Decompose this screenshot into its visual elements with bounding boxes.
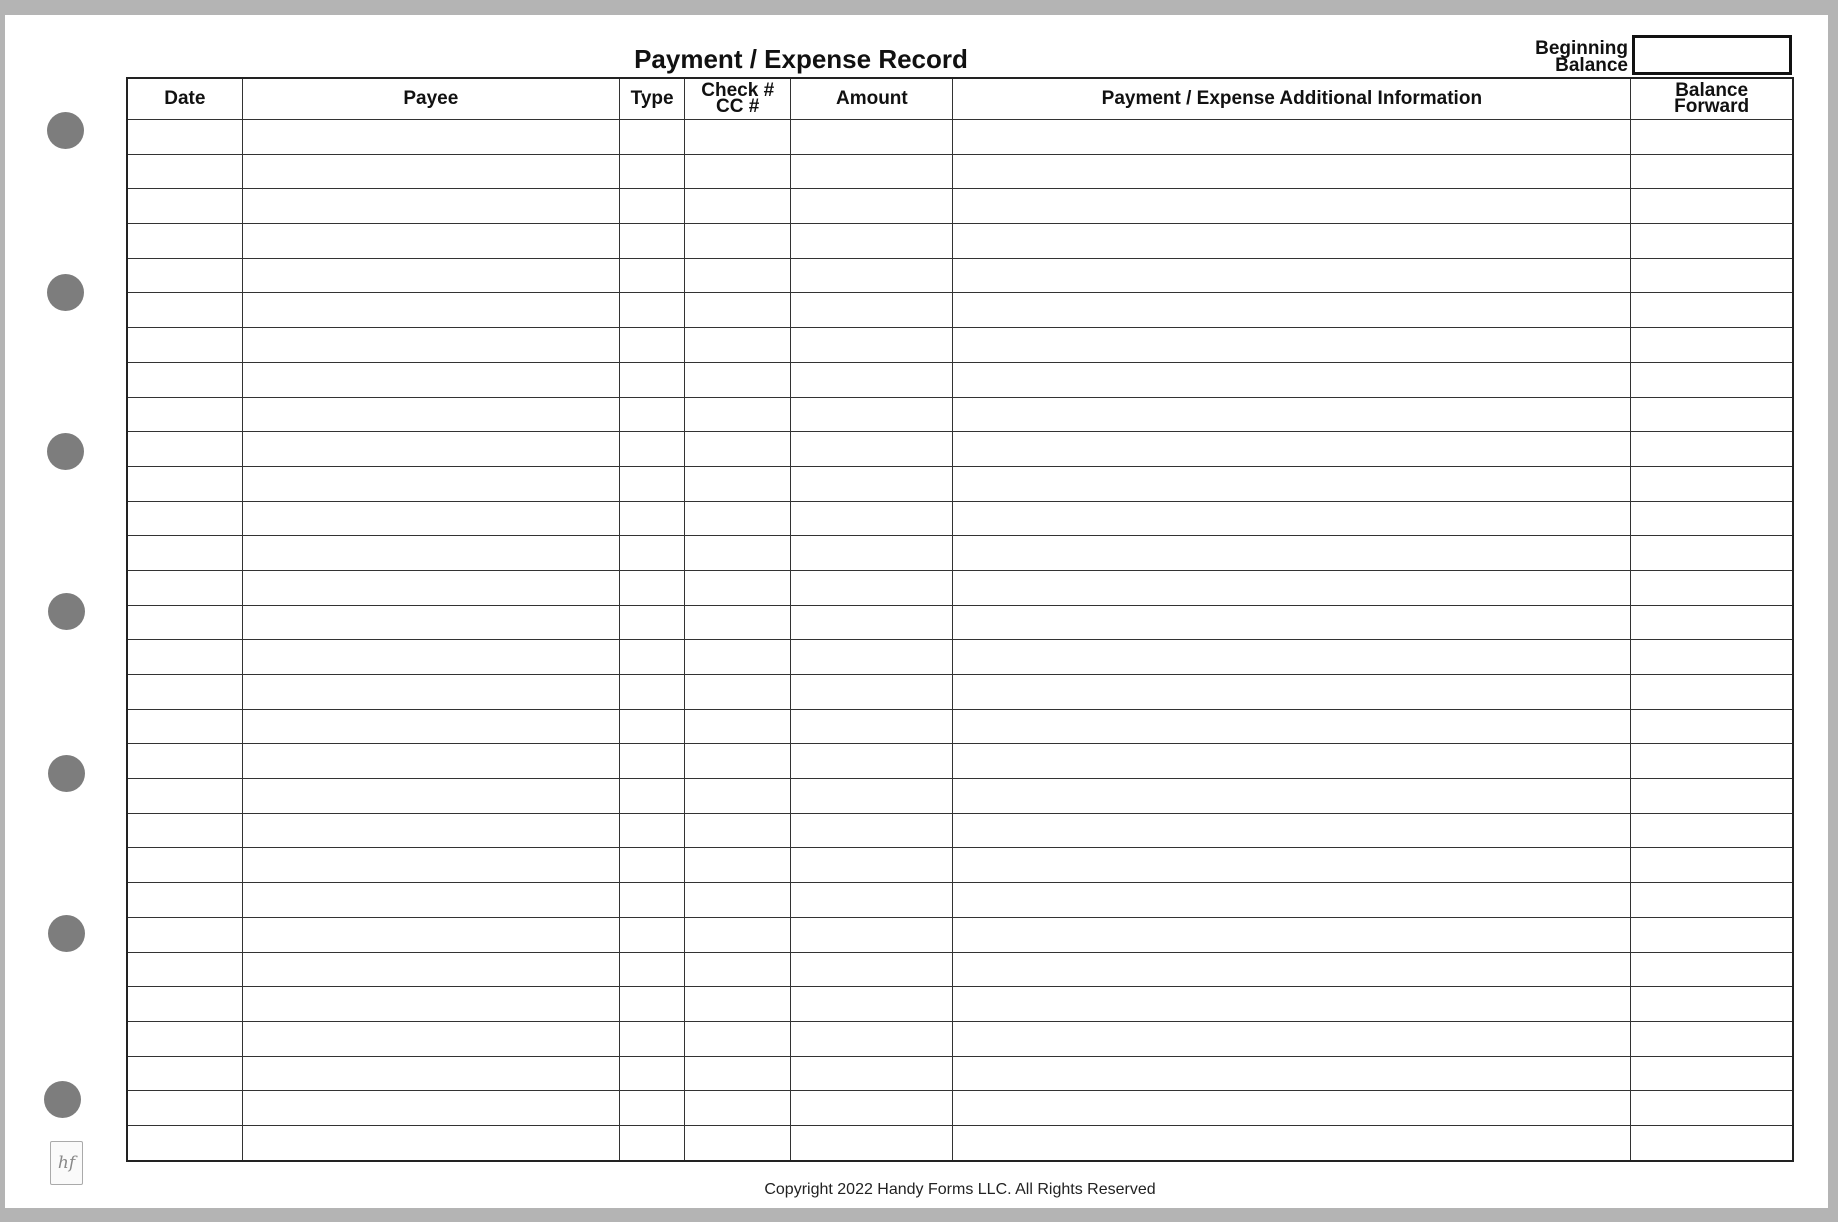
cell-additional-info[interactable] <box>953 258 1631 293</box>
cell-check-cc[interactable] <box>685 501 791 536</box>
cell-balance-forward[interactable] <box>1631 779 1793 814</box>
cell-date[interactable] <box>127 536 242 571</box>
cell-balance-forward[interactable] <box>1631 1056 1793 1091</box>
cell-additional-info[interactable] <box>953 640 1631 675</box>
table-row <box>127 1125 1793 1160</box>
cell-check-cc[interactable] <box>685 1056 791 1091</box>
cell-date[interactable] <box>127 154 242 189</box>
cell-balance-forward[interactable] <box>1631 154 1793 189</box>
cell-additional-info[interactable] <box>953 1056 1631 1091</box>
header-balance-forward: Balance Forward <box>1631 78 1793 120</box>
cell-payee[interactable] <box>242 1125 619 1160</box>
cell-balance-forward[interactable] <box>1631 640 1793 675</box>
cell-type[interactable] <box>620 362 685 397</box>
cell-date[interactable] <box>127 987 242 1022</box>
cell-amount[interactable] <box>791 397 953 432</box>
cell-payee[interactable] <box>242 640 619 675</box>
beginning-balance-label <box>1425 40 1628 74</box>
table-row <box>127 466 1793 501</box>
cell-type[interactable] <box>620 536 685 571</box>
cell-check-cc[interactable] <box>685 189 791 224</box>
cell-amount[interactable] <box>791 744 953 779</box>
cell-check-cc[interactable] <box>685 744 791 779</box>
cell-balance-forward[interactable] <box>1631 362 1793 397</box>
table-row <box>127 952 1793 987</box>
cell-type[interactable] <box>620 328 685 363</box>
cell-payee[interactable] <box>242 224 619 259</box>
cell-type[interactable] <box>620 258 685 293</box>
cell-date[interactable] <box>127 397 242 432</box>
cell-balance-forward[interactable] <box>1631 570 1793 605</box>
cell-balance-forward[interactable] <box>1631 883 1793 918</box>
cell-balance-forward[interactable] <box>1631 987 1793 1022</box>
cell-amount[interactable] <box>791 501 953 536</box>
cell-balance-forward[interactable] <box>1631 397 1793 432</box>
cell-date[interactable] <box>127 328 242 363</box>
cell-additional-info[interactable] <box>953 1091 1631 1126</box>
table-row <box>127 779 1793 814</box>
cell-check-cc[interactable] <box>685 605 791 640</box>
cell-check-cc[interactable] <box>685 293 791 328</box>
table-row <box>127 328 1793 363</box>
cell-additional-info[interactable] <box>953 501 1631 536</box>
cell-date[interactable] <box>127 466 242 501</box>
cell-type[interactable] <box>620 1021 685 1056</box>
header-type: Type <box>620 78 685 120</box>
cell-balance-forward[interactable] <box>1631 1021 1793 1056</box>
ledger-body <box>127 120 1793 1161</box>
cell-date[interactable] <box>127 883 242 918</box>
table-row <box>127 397 1793 432</box>
cell-balance-forward[interactable] <box>1631 813 1793 848</box>
cell-payee[interactable] <box>242 570 619 605</box>
table-row <box>127 154 1793 189</box>
cell-amount[interactable] <box>791 1091 953 1126</box>
cell-payee[interactable] <box>242 779 619 814</box>
cell-payee[interactable] <box>242 605 619 640</box>
cell-check-cc[interactable] <box>685 675 791 710</box>
cell-type[interactable] <box>620 709 685 744</box>
table-row <box>127 1021 1793 1056</box>
cell-date[interactable] <box>127 709 242 744</box>
cell-balance-forward[interactable] <box>1631 432 1793 467</box>
cell-amount[interactable] <box>791 466 953 501</box>
cell-amount[interactable] <box>791 952 953 987</box>
cell-additional-info[interactable] <box>953 917 1631 952</box>
cell-balance-forward[interactable] <box>1631 744 1793 779</box>
cell-date[interactable] <box>127 779 242 814</box>
cell-date[interactable] <box>127 501 242 536</box>
beginning-balance-label-line1: Beginning <box>1535 38 1628 59</box>
cell-payee[interactable] <box>242 432 619 467</box>
binder-hole <box>47 112 84 149</box>
cell-payee[interactable] <box>242 987 619 1022</box>
cell-amount[interactable] <box>791 120 953 155</box>
cell-payee[interactable] <box>242 952 619 987</box>
cell-check-cc[interactable] <box>685 154 791 189</box>
cell-date[interactable] <box>127 917 242 952</box>
cell-payee[interactable] <box>242 709 619 744</box>
binder-hole <box>48 593 85 630</box>
cell-additional-info[interactable] <box>953 744 1631 779</box>
cell-payee[interactable] <box>242 466 619 501</box>
header-date: Date <box>127 78 242 120</box>
cell-balance-forward[interactable] <box>1631 709 1793 744</box>
page-title: Payment / Expense Record <box>634 44 968 74</box>
cell-check-cc[interactable] <box>685 813 791 848</box>
header-row <box>127 78 1793 120</box>
cell-check-cc[interactable] <box>685 466 791 501</box>
cell-balance-forward[interactable] <box>1631 501 1793 536</box>
table-row <box>127 362 1793 397</box>
cell-date[interactable] <box>127 258 242 293</box>
cell-balance-forward[interactable] <box>1631 189 1793 224</box>
cell-amount[interactable] <box>791 224 953 259</box>
table-row <box>127 709 1793 744</box>
cell-type[interactable] <box>620 120 685 155</box>
cell-check-cc[interactable] <box>685 362 791 397</box>
cell-balance-forward[interactable] <box>1631 605 1793 640</box>
cell-type[interactable] <box>620 570 685 605</box>
cell-check-cc[interactable] <box>685 432 791 467</box>
table-row <box>127 536 1793 571</box>
cell-date[interactable] <box>127 952 242 987</box>
cell-amount[interactable] <box>791 917 953 952</box>
cell-check-cc[interactable] <box>685 709 791 744</box>
cell-date[interactable] <box>127 640 242 675</box>
cell-check-cc[interactable] <box>685 779 791 814</box>
cell-check-cc[interactable] <box>685 120 791 155</box>
table-row <box>127 675 1793 710</box>
cell-balance-forward[interactable] <box>1631 1091 1793 1126</box>
header-payee: Payee <box>242 78 619 120</box>
cell-type[interactable] <box>620 224 685 259</box>
cell-check-cc[interactable] <box>685 883 791 918</box>
cell-type[interactable] <box>620 987 685 1022</box>
cell-amount[interactable] <box>791 570 953 605</box>
cell-amount[interactable] <box>791 362 953 397</box>
header-check-cc: Check # CC # <box>685 78 791 120</box>
cell-type[interactable] <box>620 501 685 536</box>
cell-date[interactable] <box>127 1056 242 1091</box>
cell-balance-forward[interactable] <box>1631 328 1793 363</box>
cell-type[interactable] <box>620 744 685 779</box>
copyright-notice: Copyright 2022 Handy Forms LLC. All Rights Reserved <box>764 1181 1156 1198</box>
handy-forms-logo: hf <box>50 1141 83 1185</box>
cell-check-cc[interactable] <box>685 848 791 883</box>
cell-date[interactable] <box>127 224 242 259</box>
cell-amount[interactable] <box>791 258 953 293</box>
cell-additional-info[interactable] <box>953 120 1631 155</box>
cell-check-cc[interactable] <box>685 1021 791 1056</box>
cell-balance-forward[interactable] <box>1631 258 1793 293</box>
table-row <box>127 605 1793 640</box>
cell-payee[interactable] <box>242 362 619 397</box>
cell-balance-forward[interactable] <box>1631 293 1793 328</box>
cell-additional-info[interactable] <box>953 779 1631 814</box>
cell-payee[interactable] <box>242 848 619 883</box>
binder-hole <box>48 915 85 952</box>
cell-additional-info[interactable] <box>953 293 1631 328</box>
cell-additional-info[interactable] <box>953 1125 1631 1160</box>
cell-amount[interactable] <box>791 536 953 571</box>
cell-type[interactable] <box>620 605 685 640</box>
cell-type[interactable] <box>620 432 685 467</box>
cell-payee[interactable] <box>242 917 619 952</box>
table-row <box>127 432 1793 467</box>
binder-hole <box>48 755 85 792</box>
cell-amount[interactable] <box>791 709 953 744</box>
cell-check-cc[interactable] <box>685 536 791 571</box>
cell-check-cc[interactable] <box>685 397 791 432</box>
cell-amount[interactable] <box>791 883 953 918</box>
cell-payee[interactable] <box>242 813 619 848</box>
cell-payee[interactable] <box>242 189 619 224</box>
table-row <box>127 640 1793 675</box>
cell-type[interactable] <box>620 189 685 224</box>
binder-hole <box>47 433 84 470</box>
ledger-table <box>126 77 1794 1162</box>
cell-check-cc[interactable] <box>685 1125 791 1160</box>
cell-amount[interactable] <box>791 189 953 224</box>
cell-date[interactable] <box>127 605 242 640</box>
cell-date[interactable] <box>127 362 242 397</box>
cell-additional-info[interactable] <box>953 397 1631 432</box>
cell-payee[interactable] <box>242 1091 619 1126</box>
table-row <box>127 1091 1793 1126</box>
cell-date[interactable] <box>127 675 242 710</box>
cell-payee[interactable] <box>242 258 619 293</box>
cell-type[interactable] <box>620 813 685 848</box>
cell-additional-info[interactable] <box>953 570 1631 605</box>
cell-amount[interactable] <box>791 779 953 814</box>
cell-date[interactable] <box>127 570 242 605</box>
cell-additional-info[interactable] <box>953 605 1631 640</box>
cell-payee[interactable] <box>242 744 619 779</box>
cell-type[interactable] <box>620 154 685 189</box>
cell-additional-info[interactable] <box>953 154 1631 189</box>
cell-type[interactable] <box>620 883 685 918</box>
table-row <box>127 848 1793 883</box>
cell-additional-info[interactable] <box>953 709 1631 744</box>
cell-amount[interactable] <box>791 813 953 848</box>
cell-date[interactable] <box>127 432 242 467</box>
cell-type[interactable] <box>620 917 685 952</box>
cell-date[interactable] <box>127 848 242 883</box>
cell-additional-info[interactable] <box>953 987 1631 1022</box>
cell-additional-info[interactable] <box>953 848 1631 883</box>
cell-check-cc[interactable] <box>685 640 791 675</box>
table-row <box>127 293 1793 328</box>
cell-check-cc[interactable] <box>685 258 791 293</box>
cell-payee[interactable] <box>242 1021 619 1056</box>
cell-amount[interactable] <box>791 1125 953 1160</box>
cell-type[interactable] <box>620 293 685 328</box>
cell-balance-forward[interactable] <box>1631 1125 1793 1160</box>
cell-amount[interactable] <box>791 328 953 363</box>
cell-additional-info[interactable] <box>953 224 1631 259</box>
cell-payee[interactable] <box>242 536 619 571</box>
cell-amount[interactable] <box>791 605 953 640</box>
cell-payee[interactable] <box>242 675 619 710</box>
cell-amount[interactable] <box>791 1056 953 1091</box>
cell-payee[interactable] <box>242 501 619 536</box>
cell-type[interactable] <box>620 1091 685 1126</box>
cell-type[interactable] <box>620 397 685 432</box>
cell-type[interactable] <box>620 640 685 675</box>
cell-additional-info[interactable] <box>953 883 1631 918</box>
cell-date[interactable] <box>127 1091 242 1126</box>
cell-type[interactable] <box>620 675 685 710</box>
cell-payee[interactable] <box>242 1056 619 1091</box>
cell-type[interactable] <box>620 466 685 501</box>
table-row <box>127 224 1793 259</box>
table-row <box>127 258 1793 293</box>
cell-additional-info[interactable] <box>953 466 1631 501</box>
table-row <box>127 570 1793 605</box>
cell-check-cc[interactable] <box>685 987 791 1022</box>
cell-balance-forward[interactable] <box>1631 848 1793 883</box>
cell-type[interactable] <box>620 848 685 883</box>
cell-amount[interactable] <box>791 848 953 883</box>
cell-additional-info[interactable] <box>953 1021 1631 1056</box>
cell-additional-info[interactable] <box>953 362 1631 397</box>
cell-type[interactable] <box>620 779 685 814</box>
cell-additional-info[interactable] <box>953 432 1631 467</box>
cell-balance-forward[interactable] <box>1631 466 1793 501</box>
beginning-balance-field[interactable] <box>1632 35 1792 75</box>
cell-check-cc[interactable] <box>685 328 791 363</box>
table-row <box>127 1056 1793 1091</box>
cell-date[interactable] <box>127 293 242 328</box>
table-row <box>127 917 1793 952</box>
cell-balance-forward[interactable] <box>1631 120 1793 155</box>
cell-additional-info[interactable] <box>953 189 1631 224</box>
cell-payee[interactable] <box>242 883 619 918</box>
cell-check-cc[interactable] <box>685 917 791 952</box>
cell-additional-info[interactable] <box>953 328 1631 363</box>
table-row <box>127 813 1793 848</box>
cell-date[interactable] <box>127 120 242 155</box>
cell-type[interactable] <box>620 952 685 987</box>
cell-balance-forward[interactable] <box>1631 917 1793 952</box>
cell-additional-info[interactable] <box>953 536 1631 571</box>
cell-additional-info[interactable] <box>953 675 1631 710</box>
cell-payee[interactable] <box>242 154 619 189</box>
cell-type[interactable] <box>620 1056 685 1091</box>
cell-additional-info[interactable] <box>953 813 1631 848</box>
header-additional-info: Payment / Expense Additional Information <box>953 78 1631 120</box>
cell-type[interactable] <box>620 1125 685 1160</box>
table-row <box>127 744 1793 779</box>
cell-payee[interactable] <box>242 120 619 155</box>
cell-amount[interactable] <box>791 432 953 467</box>
cell-amount[interactable] <box>791 987 953 1022</box>
cell-balance-forward[interactable] <box>1631 224 1793 259</box>
form-page <box>5 15 1828 1208</box>
cell-payee[interactable] <box>242 397 619 432</box>
table-row <box>127 883 1793 918</box>
table-row <box>127 189 1793 224</box>
cell-check-cc[interactable] <box>685 570 791 605</box>
cell-check-cc[interactable] <box>685 224 791 259</box>
cell-date[interactable] <box>127 1021 242 1056</box>
cell-amount[interactable] <box>791 675 953 710</box>
cell-date[interactable] <box>127 189 242 224</box>
cell-balance-forward[interactable] <box>1631 675 1793 710</box>
cell-payee[interactable] <box>242 328 619 363</box>
table-row <box>127 501 1793 536</box>
cell-check-cc[interactable] <box>685 1091 791 1126</box>
binder-hole <box>47 274 84 311</box>
cell-amount[interactable] <box>791 1021 953 1056</box>
table-row <box>127 120 1793 155</box>
table-row <box>127 987 1793 1022</box>
cell-date[interactable] <box>127 1125 242 1160</box>
cell-payee[interactable] <box>242 293 619 328</box>
cell-check-cc[interactable] <box>685 952 791 987</box>
cell-balance-forward[interactable] <box>1631 536 1793 571</box>
cell-amount[interactable] <box>791 640 953 675</box>
header-amount: Amount <box>791 78 953 120</box>
cell-amount[interactable] <box>791 154 953 189</box>
cell-date[interactable] <box>127 813 242 848</box>
cell-amount[interactable] <box>791 293 953 328</box>
cell-balance-forward[interactable] <box>1631 952 1793 987</box>
binder-hole <box>44 1081 81 1118</box>
cell-date[interactable] <box>127 744 242 779</box>
beginning-balance-label-line2: Balance <box>1555 55 1628 76</box>
cell-additional-info[interactable] <box>953 952 1631 987</box>
